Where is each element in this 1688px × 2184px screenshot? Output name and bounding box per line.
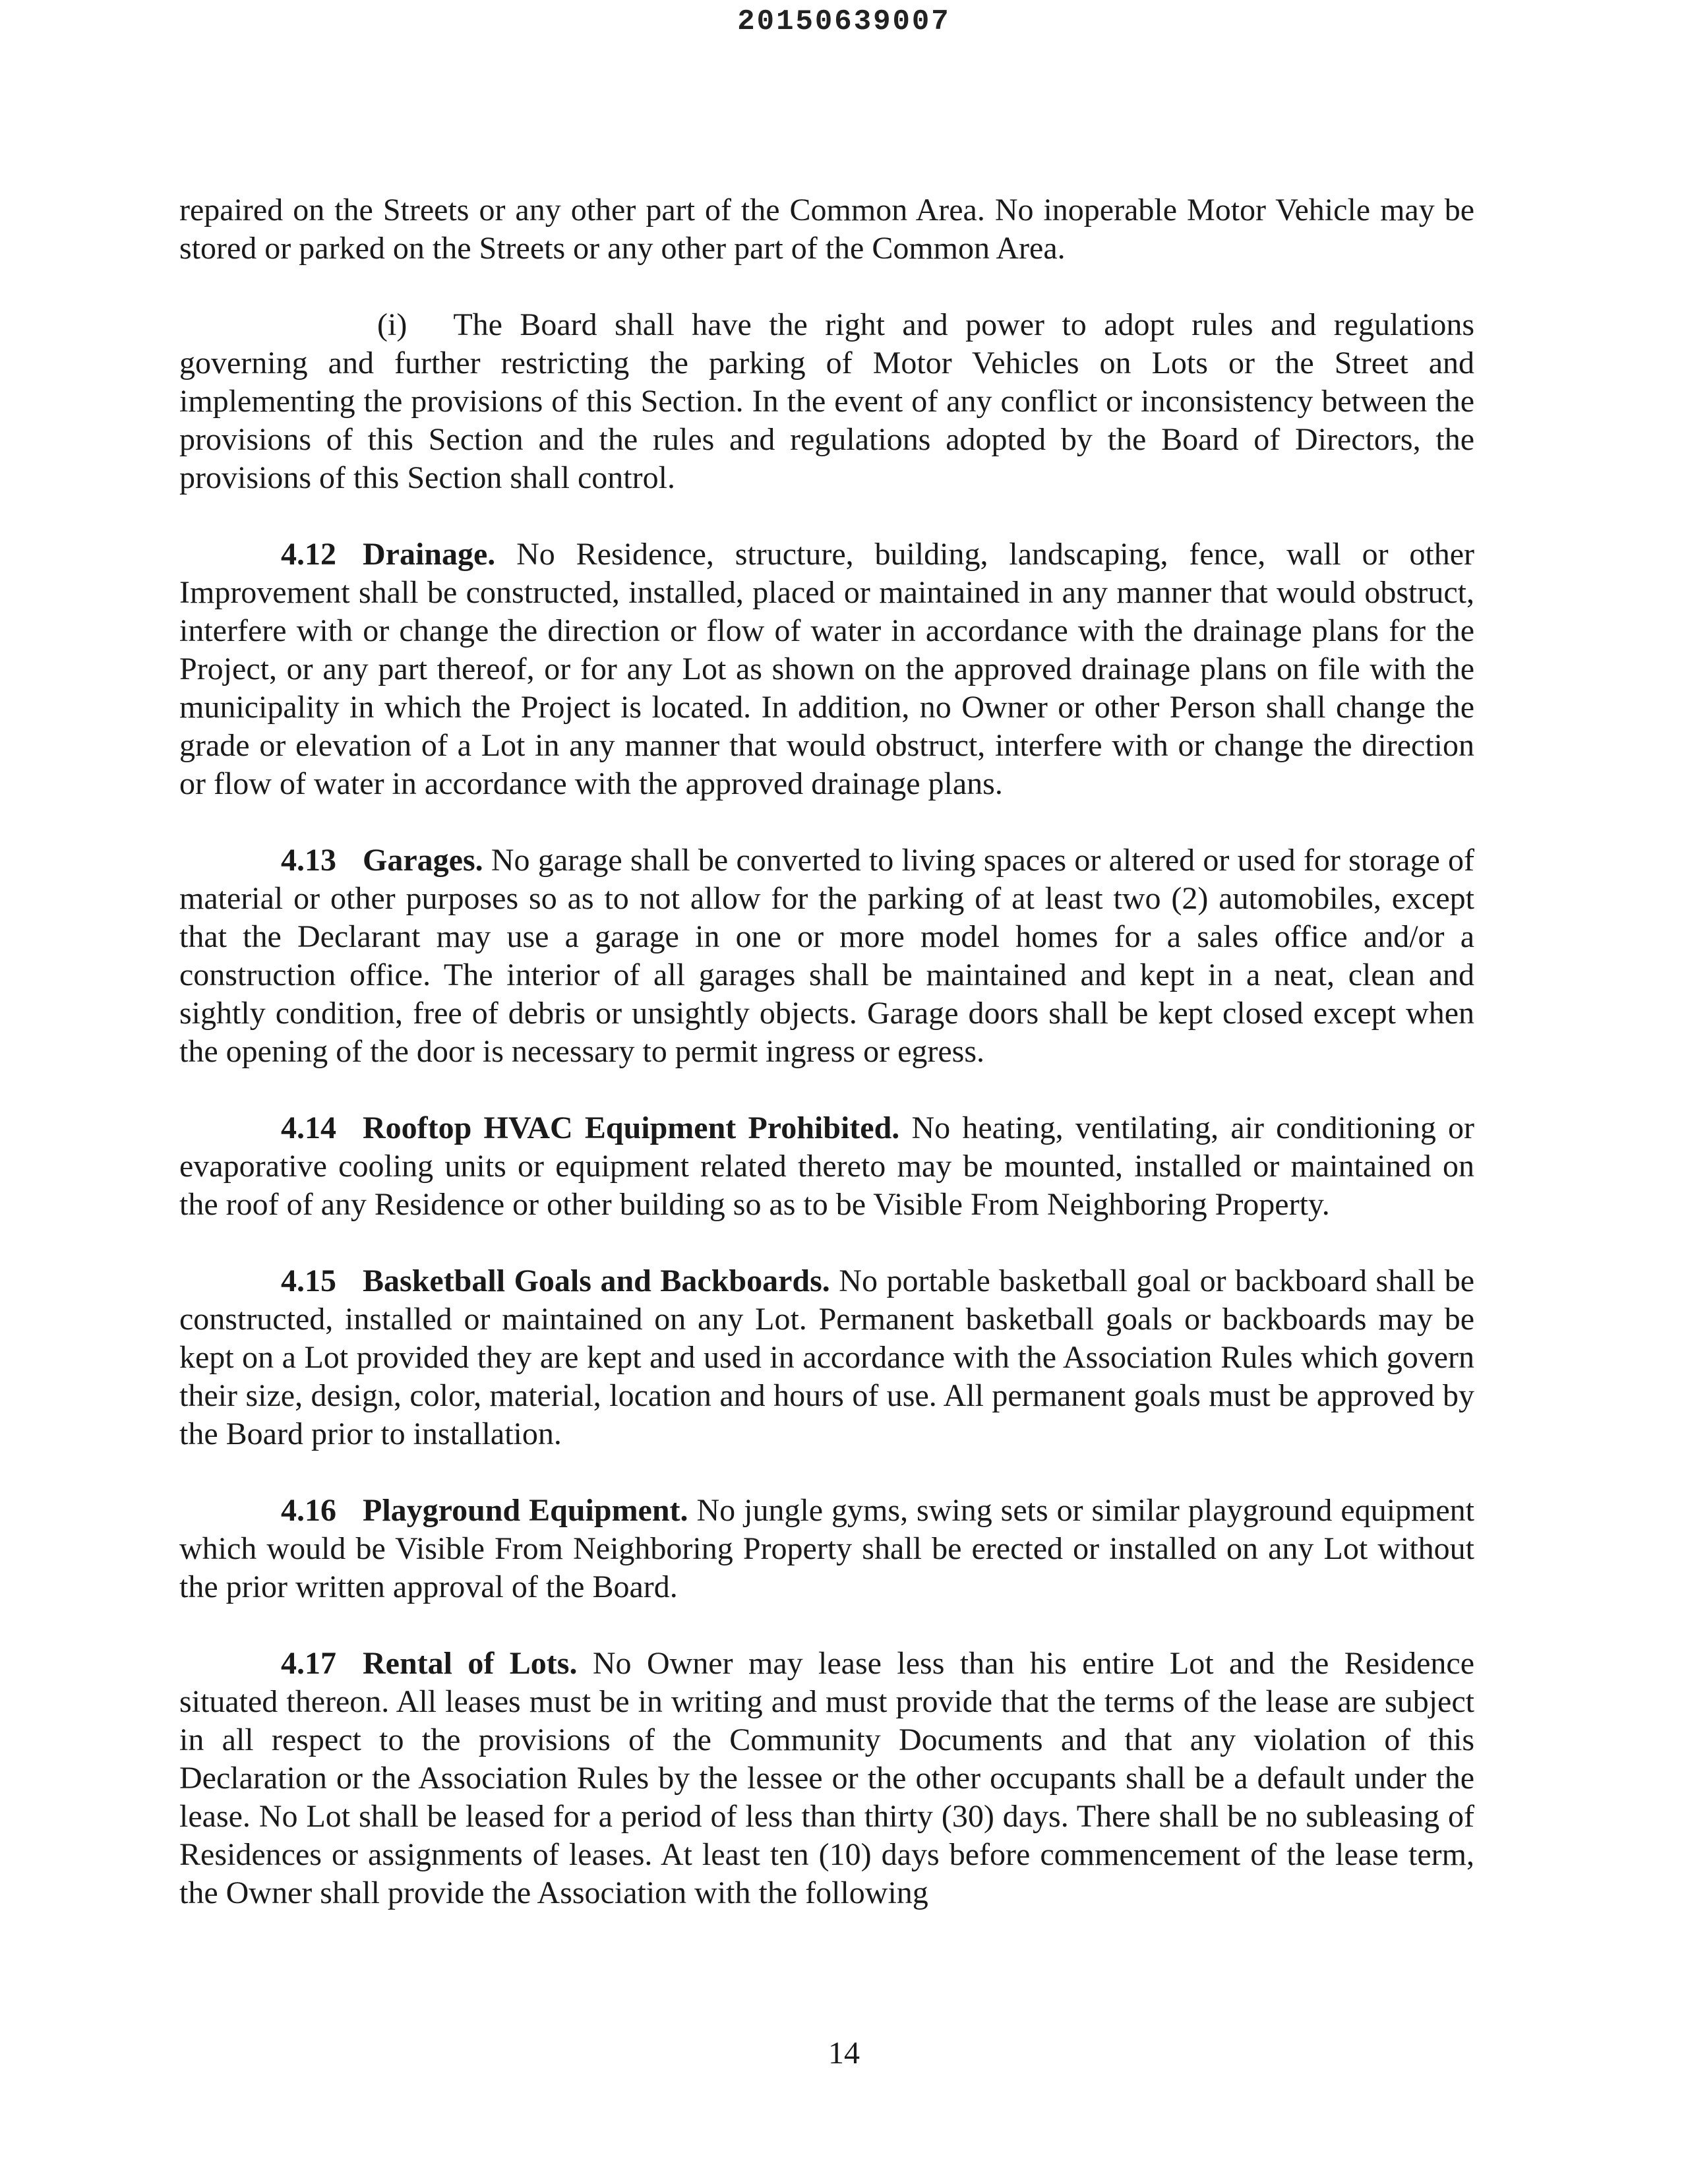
section-title: Garages. bbox=[363, 843, 483, 878]
section-text: No garage shall be converted to living spaces or altered or used for storage of material or other purposes so as to not allow for the parking of at least two (2) automobiles, except that the Declarant may use a garage in one or more model homes for a sales office and/or a construction office. The interior of all garages shall be maintained and kept in a neat, clean and sightly condition, free of debris or unsightly objects. Garage doors shall be kept closed except when the opening of the door is necessary to permit ingress or egress. bbox=[179, 843, 1474, 1069]
subsection-label: (i) bbox=[377, 307, 407, 342]
section-title: Rooftop HVAC Equipment Prohibited. bbox=[363, 1110, 900, 1145]
section-text: No heating, ventilating, air conditioning or evaporative cooling units or equipment related thereto may be mounted, installed or maintained on the roof of any Residence or other building so as to be Visible From Neighboring Property. bbox=[179, 1110, 1474, 1222]
section-text: No Owner may lease less than his entire Lot and the Residence situated thereon. All leases must be in writing and must provide that the terms of the lease are subject in all respect to the provisions of the Community Documents and that any violation of this Declaration or the Association Rules by the lessee or the other occupants shall be a default under the lease. No Lot shall be leased for a period of less than thirty (30) days. There shall be no subleasing of Residences or assignments of leases. At least ten (10) days before commencement of the lease term, the Owner shall provide the Association with the following bbox=[179, 1646, 1475, 1910]
section-title: Basketball Goals and Backboards. bbox=[363, 1263, 830, 1298]
section-number: 4.12 bbox=[281, 537, 336, 572]
page-body bbox=[179, 191, 1474, 1912]
section-title: Drainage. bbox=[363, 537, 496, 572]
section-text: No portable basketball goal or backboard shall be constructed, installed or maintained on any Lot. Permanent basketball goals or backboards may be kept on a Lot provided they are kept and used in accordance with the Association Rules which govern their size, design, color, material, location and hours of use. All permanent goals must be approved by the Board prior to installation. bbox=[179, 1263, 1475, 1451]
paragraph-continuation bbox=[179, 191, 1474, 268]
subsection-i bbox=[179, 306, 1474, 497]
subsection-text: The Board shall have the right and power to adopt rules and regulations governing and further restricting the parking of Motor Vehicles on Lots or the Street and implementing the provisions of this Section. In the event of any conflict or inconsistency between the provisions of this Section and the rules and regulations adopted by the Board of Directors, the provisions of this Section shall control. bbox=[179, 307, 1474, 495]
section-number: 4.15 bbox=[281, 1263, 336, 1298]
section-title: Rental of Lots. bbox=[363, 1646, 578, 1681]
section-number: 4.13 bbox=[281, 843, 336, 878]
section-4-16 bbox=[179, 1492, 1474, 1606]
section-4-14 bbox=[179, 1109, 1474, 1224]
section-number: 4.14 bbox=[281, 1110, 336, 1145]
section-4-13 bbox=[179, 841, 1474, 1071]
section-text: No Residence, structure, building, landscaping, fence, wall or other Improvement shall be constructed, installed, placed or maintained in any manner that would obstruct, interfere with or change the direction or flow of water in accordance with the drainage plans for the Project, or any part thereof, or for any Lot as shown on the approved drainage plans on file with the municipality in which the Project is located. In addition, no Owner or other Person shall change the grade or elevation of a Lot in any manner that would obstruct, interfere with or change the direction or flow of water in accordance with the approved drainage plans. bbox=[179, 537, 1475, 801]
section-text: No jungle gyms, swing sets or similar playground equipment which would be Visible From Neighboring Property shall be erected or installed on any Lot without the prior written approval of the Board. bbox=[179, 1493, 1474, 1604]
section-title: Playground Equipment. bbox=[363, 1493, 688, 1528]
paragraph-text: repaired on the Streets or any other part of the Common Area. No inoperable Motor Vehicle may be stored or parked on the Streets or any other part of the Common Area. bbox=[179, 193, 1474, 266]
section-4-17 bbox=[179, 1645, 1474, 1912]
section-4-12 bbox=[179, 535, 1474, 803]
section-4-15 bbox=[179, 1262, 1474, 1453]
section-number: 4.16 bbox=[281, 1493, 336, 1528]
document-number: 20150639007 bbox=[737, 5, 951, 38]
section-number: 4.17 bbox=[281, 1646, 336, 1681]
page-number: 14 bbox=[828, 2036, 860, 2071]
